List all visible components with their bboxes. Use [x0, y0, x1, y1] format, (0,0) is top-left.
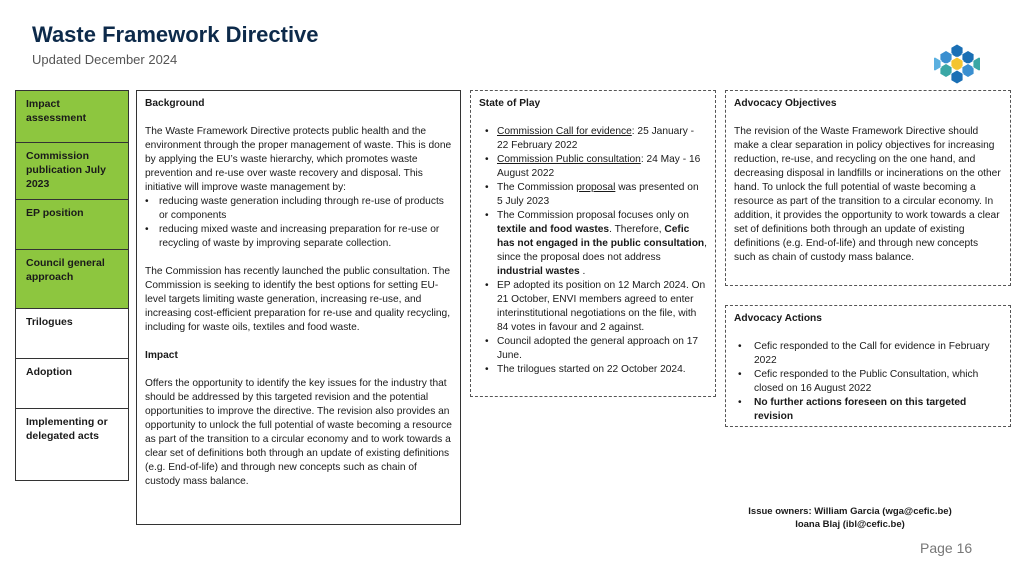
- status-commission-publication: Commission publication July 2023: [16, 143, 128, 200]
- public-consultation-link[interactable]: Commission Public consultation: [497, 154, 641, 165]
- advocacy-actions-heading: Advocacy Actions: [734, 313, 822, 324]
- list-item: • Cefic responded to the Call for evidence in February 2022: [734, 340, 1002, 368]
- status-impact-assessment: Impact assessment: [16, 91, 128, 143]
- list-item: • The trilogues started on 22 October 2024.: [479, 363, 707, 377]
- advocacy-actions-panel: [725, 305, 1011, 427]
- list-item: [479, 181, 707, 209]
- impact-heading: Impact: [145, 350, 178, 361]
- list-item: [479, 125, 707, 153]
- background-paragraph-1: The Waste Framework Directive protects public health and the environment through the proper management of waste. This is done by applying the EU’s waste hierarchy, which promotes waste prevention and re-use over waste recovery and disposal. This initiative will improve waste management by:: [145, 126, 452, 193]
- advocacy-objectives-text: The revision of the Waste Framework Directive should make a clear separation in policy objectives for increasing reduction, re-use, and recycling on the one hand, and decreasing disposal in landfills or incinerations on the other hand. To unlock the full potential of waste becoming a resource as part of the transition to a circular economy. In addition, it provides the opportunity to work towards a clear set of definitions both through an update of existing definitions (e.g. End-of-life) and through new concepts such as chain of custody mass balance.: [734, 126, 1001, 263]
- status-implementing-acts: Implementing or delegated acts: [26, 416, 108, 442]
- status-council-general-approach: Council general approach: [16, 250, 128, 309]
- list-item: [479, 153, 707, 181]
- status-trilogues: Trilogues: [16, 309, 128, 359]
- list-item-text: : 24 May - 16 August 2022: [497, 154, 701, 179]
- proposal-link[interactable]: proposal: [576, 182, 616, 193]
- advocacy-objectives-heading: Advocacy Objectives: [734, 98, 837, 109]
- state-of-play-panel: [470, 90, 716, 397]
- list-item: • EP adopted its position on 12 March 2024. On 21 October, ENVI members agreed to enter interinstitutional negotiations on the file, with 84 votes in favour and 2 against.: [479, 279, 707, 335]
- advocacy-actions-list: [734, 340, 1002, 424]
- issue-owners: [700, 505, 1000, 531]
- list-item-text: , since the proposal does not address: [497, 238, 707, 263]
- list-item: • Cefic responded to the Public Consultation, which closed on 16 August 2022: [734, 368, 1002, 396]
- bold-text: No further actions foreseen on this targeted revision: [754, 397, 967, 422]
- list-item: • Council adopted the general approach on 17 June.: [479, 335, 707, 363]
- bold-text: textile and food wastes: [497, 224, 610, 235]
- impact-paragraph: Offers the opportunity to identify the key issues for the industry that should be addressed by this targeted revision and the potential opportunities to improve the directive. The revision also provides an opportunity to unlock the full potential of waste becoming a resource as part of the transition to a circular economy and to work towards a clear set of definitions both through an update of existing definitions (e.g. End-of-life) and through new concepts such as chain of custody mass balance.: [145, 378, 452, 487]
- legislative-status-column: [15, 90, 129, 481]
- list-item-text: .: [579, 266, 586, 277]
- background-bullet: • reducing waste generation including through re-use of products or components: [145, 195, 452, 223]
- list-item: [479, 209, 707, 279]
- page-number: Page 16: [920, 540, 973, 556]
- list-item-text: The Commission: [497, 182, 577, 193]
- background-bullets: [145, 195, 452, 251]
- state-of-play-heading: State of Play: [479, 98, 541, 109]
- list-item-text: was presented on 5 July 2023: [497, 182, 699, 207]
- background-bullet: • reducing mixed waste and increasing preparation for re-use or recycling of waste by improving separate collection.: [145, 223, 452, 251]
- issue-owner-line: Issue owners: William Garcia (wga@cefic.be): [748, 506, 952, 517]
- page-subtitle: Updated December 2024: [32, 52, 178, 67]
- bold-text: industrial wastes: [497, 266, 580, 277]
- background-panel: [136, 90, 461, 525]
- list-item-text: . Therefore,: [609, 224, 665, 235]
- bold-text: Cefic has not engaged in the public consultation: [497, 224, 705, 249]
- list-item-text: : 25 January - 22 February 2022: [497, 126, 695, 151]
- list-item-text: The Commission proposal focuses only on: [497, 210, 689, 221]
- background-paragraph-2: The Commission has recently launched the public consultation. The Commission is seeking to identify the best options for setting EU-level targets limiting waste generation, increasing re-use, and increasing cost-efficient preparation for re-use and quality recycling, including for waste oils, textiles and food waste.: [145, 266, 451, 333]
- cefic-logo-icon: [934, 42, 980, 88]
- background-heading: Background: [145, 98, 205, 109]
- advocacy-objectives-panel: [725, 90, 1011, 286]
- status-adoption: Adoption: [16, 359, 128, 409]
- page-title: Waste Framework Directive: [32, 22, 319, 47]
- call-for-evidence-link[interactable]: Commission Call for evidence: [497, 126, 632, 137]
- state-of-play-list: [479, 125, 707, 377]
- issue-owner-line: Ioana Blaj (ibl@cefic.be): [795, 519, 905, 530]
- status-ep-position: EP position: [16, 200, 128, 250]
- list-item: [734, 396, 1002, 424]
